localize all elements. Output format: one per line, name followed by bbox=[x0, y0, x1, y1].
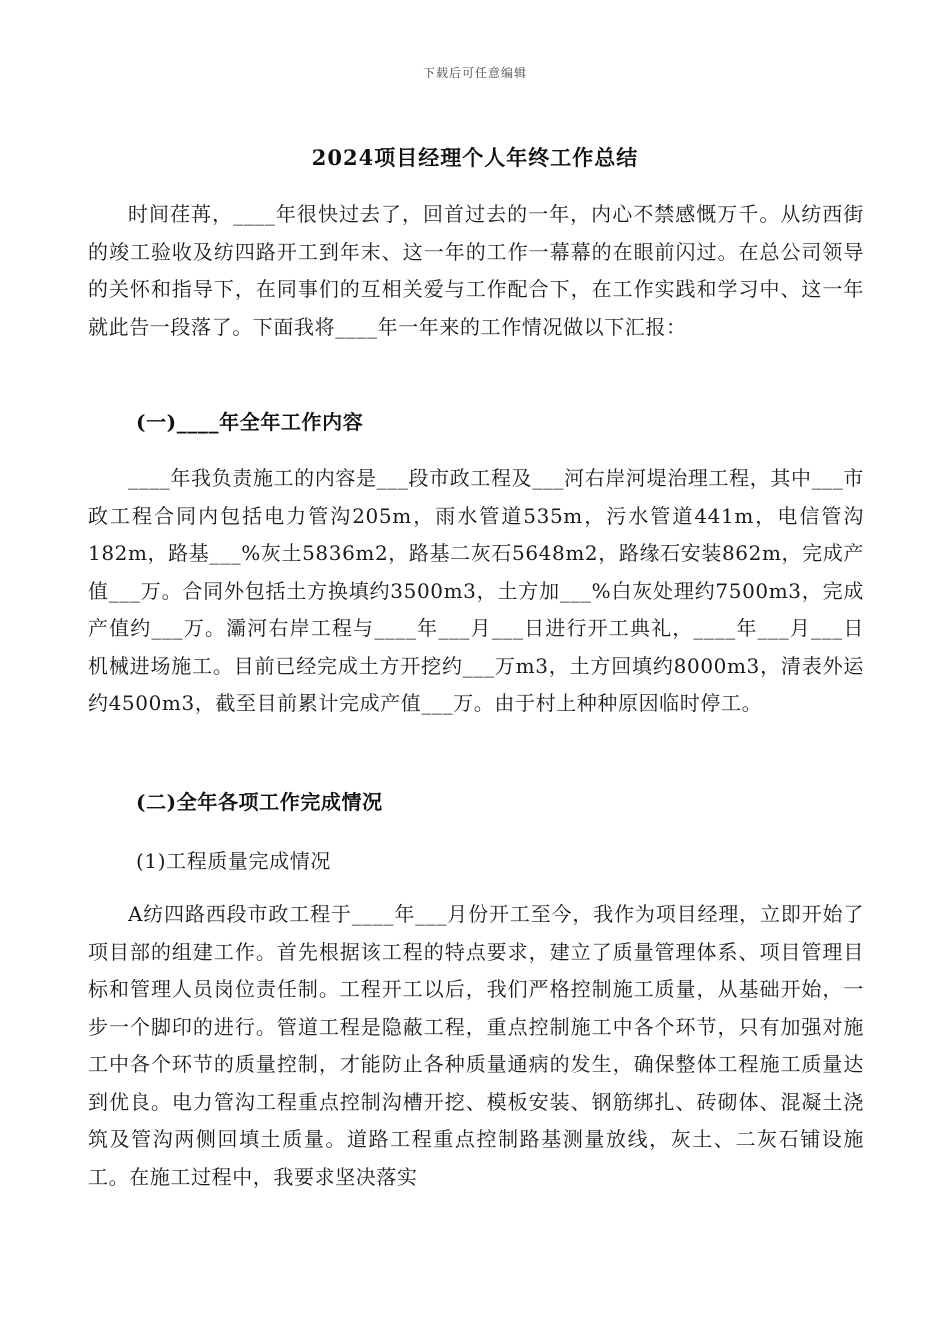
section2-paragraph bbox=[88, 896, 864, 1196]
section1-heading: (一)____年全年工作内容 bbox=[136, 410, 364, 434]
section2-text: A纺四路西段市政工程于____年___月份开工至今，我作为项目经理，立即开始了项目部的组建工作。首先根据该工程的特点要求，建立了质量管理体系、项目管理目标和管理人员岗位责任制。工程开工以后，我们严格控制施工质量，从基础开始，一步一个脚印的进行。管道工程是隐蔽工程，重点控制施工中各个环节，只有加强对施工中各个环节的质量控制，才能防止各种质量通病的发生，确保整体工程施工质量达到优良。电力管沟工程重点控制沟槽开挖、模板安装、钢筋绑扎、砖砌体、混凝土浇筑及管沟两侧回填土质量。道路工程重点控制路基测量放线，灰土、二灰石铺设施工。在施工过程中，我要求坚决落实 bbox=[88, 902, 864, 1189]
section1-text: ____年我负责施工的内容是___段市政工程及___河右岸河堤治理工程，其中___市政工程合同内包括电力管沟205m，雨水管道535m，污水管道441m，电信管沟182m，路基___%灰土5836m2，路基二灰石5648m2，路缘石安装862m，完成产值___万。合同外包括土方换填约3500m3，土方加___%白灰处理约7500m3，完成产值约___万。灞河右岸工程与____年___月___日进行开工典礼，____年___月___日机械进场施工。目前已经完成土方开挖约___万m3，土方回填约8000m3，清表外运约4500m3，截至目前累计完成产值___万。由于村上种种原因临时停工。 bbox=[88, 466, 864, 715]
section2-subheading: (1)工程质量完成情况 bbox=[136, 849, 331, 873]
section2-heading: (二)全年各项工作完成情况 bbox=[136, 790, 383, 814]
section1-paragraph bbox=[88, 460, 864, 723]
document-title: 2024项目经理个人年终工作总结 bbox=[311, 145, 639, 170]
intro-paragraph bbox=[88, 196, 864, 346]
intro-text: 时间荏苒，____年很快过去了，回首过去的一年，内心不禁感慨万千。从纺西街的竣工验收及纺四路开工到年末、这一年的工作一幕幕的在眼前闪过。在总公司领导的关怀和指导下，在同事们的互相关爱与工作配合下，在工作实践和学习中、这一年就此告一段落了。下面我将____年一年来的工作情况做以下汇报： bbox=[88, 202, 864, 339]
header-note: 下载后可任意编辑 bbox=[422, 66, 527, 80]
